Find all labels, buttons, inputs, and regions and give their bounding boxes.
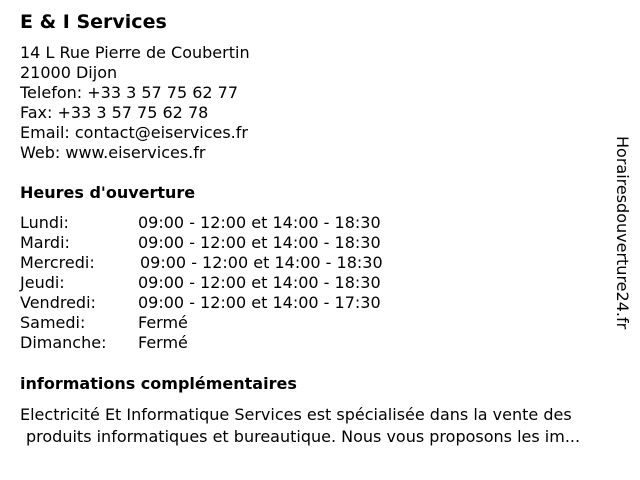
address-line: 14 L Rue Pierre de Coubertin bbox=[20, 43, 250, 62]
hours-row-dimanche bbox=[20, 333, 440, 353]
hours-row-vendredi bbox=[20, 293, 440, 313]
day-hours: 09:00 - 12:00 et 14:00 - 17:30 bbox=[138, 293, 381, 312]
info-heading: informations complémentaires bbox=[20, 374, 297, 393]
business-name: E & I Services bbox=[20, 11, 167, 33]
hours-row-jeudi bbox=[20, 273, 440, 293]
day-label: Mardi: bbox=[20, 233, 70, 252]
day-hours: Fermé bbox=[138, 333, 188, 352]
fax-line: Fax: +33 3 57 75 62 78 bbox=[20, 103, 209, 122]
site-watermark: Horairesdouverture24.fr bbox=[613, 136, 632, 330]
hours-row-mardi bbox=[20, 233, 440, 253]
day-label: Samedi: bbox=[20, 313, 86, 332]
phone-line: Telefon: +33 3 57 75 62 77 bbox=[20, 83, 239, 102]
city-line: 21000 Dijon bbox=[20, 63, 118, 82]
description bbox=[20, 404, 632, 448]
day-hours: Fermé bbox=[138, 313, 188, 332]
description-line-2: produits informatiques et bureautique. Nous vous proposons les im... bbox=[26, 427, 581, 446]
day-label: Lundi: bbox=[20, 213, 69, 232]
day-label: Dimanche: bbox=[20, 333, 107, 352]
web-line: Web: www.eiservices.fr bbox=[20, 143, 206, 162]
day-hours: 09:00 - 12:00 et 14:00 - 18:30 bbox=[138, 213, 381, 232]
hours-row-lundi bbox=[20, 213, 440, 233]
day-label: Jeudi: bbox=[20, 273, 65, 292]
hours-row-samedi bbox=[20, 313, 440, 333]
hours-table bbox=[20, 213, 440, 353]
day-hours: 09:00 - 12:00 et 14:00 - 18:30 bbox=[138, 273, 381, 292]
hours-heading: Heures d'ouverture bbox=[20, 183, 196, 202]
day-hours: 09:00 - 12:00 et 14:00 - 18:30 bbox=[140, 253, 383, 272]
day-label: Vendredi: bbox=[20, 293, 96, 312]
day-label: Mercredi: bbox=[20, 253, 95, 272]
day-hours: 09:00 - 12:00 et 14:00 - 18:30 bbox=[138, 233, 381, 252]
description-line-1: Electricité Et Informatique Services est spécialisée dans la vente des bbox=[20, 405, 572, 424]
email-line: Email: contact@eiservices.fr bbox=[20, 123, 248, 142]
contact-block bbox=[20, 43, 250, 163]
hours-row-mercredi bbox=[20, 253, 440, 273]
